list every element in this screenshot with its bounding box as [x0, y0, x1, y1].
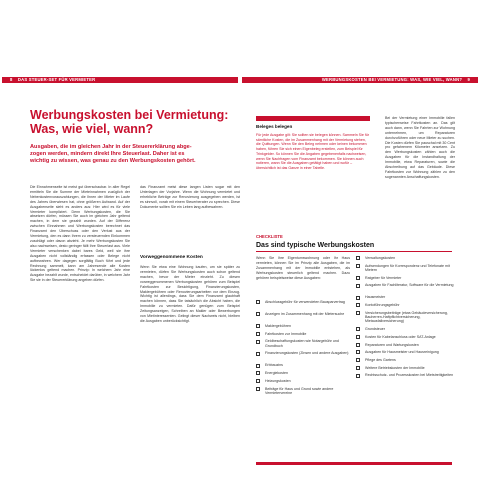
page-title-line-2: Was, wie viel, wann? — [30, 122, 154, 136]
body-column-1: Die Einnahmenseite ist meist gut überschaubar. In aller Regel ermitteln Sie die Summe der Mieteinnahmen zuzüglich der Nebenkostenvorauszahlungen, die Ihnen der Mieter im Laufe des Jahres überwiesen hat, ohne größeren Aufwand. Auf der Ausgabenseite sieht es anders aus: Hier wird es für viele Vermieter kompliziert. Denn Werbungskosten, die Sie absetzen dürfen, müssen Sie auch im gleichen Jahr geltend machen, in dem sie gezahlt wurden. Auf der Differenz zwischen Einnahmen und Werbungskosten berechnet das Finanzamt den Überschuss oder den Verlust aus der Vermietung, den es dann Ihrem zu versteuernden Einkommen zuschlägt oder davon abzieht. Je mehr Werbungskosten Sie also nachweisen, desto geringer fällt Ihre Steuerlast aus. Viele Vermieter verschenken dabei bares Geld, weil sie ihre Ausgaben nicht vollständig erfassen oder Belege nicht aufbewahren. Wer dagegen sorgfältig Buch führt und jede Rechnung sammelt, kann am Jahresende alle Kosten lückenlos geltend machen. Prinzip: In welchem Jahr eine Ausgabe bezahlt wurde, entscheidet darüber, in welchem Jahr Sie sie in der Steuererklärung angeben dürfen. — [30, 185, 130, 283]
checklist-rule — [256, 251, 452, 252]
checkbox-icon[interactable] — [256, 300, 260, 304]
checkbox-icon[interactable] — [256, 379, 260, 383]
checklist-item — [256, 351, 352, 355]
intro-line-1: Ausgaben, die im gleichen Jahr in der Steuererklärung abge- — [30, 144, 192, 150]
info-box-text: Für jede Ausgabe gilt: Sie sollten sie belegen können. Sammeln Sie für sämtliche Kosten, die im Zusammenhang mit der Vermietung stehen, die Quittungen. Wenn Sie den Beleg nehmen oder keinen bekommen haben, führen Sie sich einen Eigenbeleg erstellen, zum Beispiel für Trinkgelder. So können Sie die Angaben gegebenenfalls nachweisen, wenn Sie Nachfragen vom Finanzamt bekommen. Sie können auch notieren, wann Sie die Ausgaben getätigt haben und wofür – übersichtlich ist das Ganze in einer Tabelle. — [256, 133, 370, 170]
checkbox-icon[interactable] — [256, 324, 260, 328]
checklist-item — [256, 363, 352, 367]
checkbox-icon[interactable] — [356, 358, 360, 362]
intro-lead — [30, 144, 235, 166]
checklist-item-label: Energiekosten — [265, 371, 288, 376]
checklist-item — [356, 303, 454, 307]
checkbox-icon[interactable] — [356, 296, 360, 300]
checkbox-icon[interactable] — [356, 374, 360, 378]
checklist-left-column — [256, 300, 352, 460]
checklist-item — [356, 311, 454, 324]
checklist-item-label: Anzeigen im Zusammenhang mit der Mietersuche — [265, 312, 345, 316]
checklist-item — [356, 264, 454, 273]
checkbox-icon[interactable] — [356, 256, 360, 260]
checklist-item — [256, 332, 352, 336]
checklist-label: CHECKLISTE — [256, 234, 283, 239]
checkbox-icon[interactable] — [256, 312, 260, 316]
checklist-item-label: Finanzierungskosten (Zinsen und andere Ausgaben) — [265, 351, 349, 356]
checklist-item-label: Hausmeister — [365, 295, 386, 300]
checklist-item-label: Aufwendungen für Korrespondenz und Telefonate mit Mietern — [365, 263, 450, 272]
checkbox-icon[interactable] — [356, 366, 360, 370]
checkbox-icon[interactable] — [256, 371, 260, 375]
checklist-bottom-rule — [256, 462, 452, 465]
left-page-number: 8 — [10, 77, 13, 82]
checklist-title: Das sind typische Werbungskosten — [256, 242, 375, 249]
checklist-item-label: Ausgaben für Fachliteratur, Software für die Vermietung — [365, 283, 454, 288]
checkbox-icon[interactable] — [256, 364, 260, 368]
right-body-column: Bei der Vermietung einer Immobilie fallen typischerweise Fahrtkosten an. Das gilt auch dann, wenn Sie Fahrten zur Wohnung unternehmen, um Reparaturen durchzuführen oder neue Mieter zu suchen. Die Kosten dürfen Sie pauschal mit 30 Cent pro gefahrenem Kilometer ansetzen. Zu den Werbungskosten zählen auch die Ausgaben für die Instandhaltung der Immobilie, etwa Reparaturen, sowie die Abschreibung auf das Gebäude. Diese Fahrtkosten zur Wohnung zählen zu den sogenannten Anschaffungskosten. — [385, 116, 455, 179]
intro-line-3: wichtig zu wissen, was genau zu den Werbungskosten gehört. — [30, 158, 196, 165]
right-running-title: WERBUNGSKOSTEN BEI VERMIETUNG: WAS, WIE VIEL, WANN? — [321, 77, 463, 82]
checklist-item — [256, 379, 352, 383]
checklist-item — [256, 339, 352, 348]
body-column-2-top: das Finanzamt meist diese langen Listen sogar mit den Unterlagen der Vorjahre. Wenn die Wohnung vermietet und erhebliche Beträge zur Renovierung ausgegeben werden, ist es sinnvoll, vorab mit einem Steuerberater zu sprechen. Diese Dokumente sollten Sie ein Leben lang aufbewahren. — [140, 185, 240, 209]
checkbox-icon[interactable] — [356, 311, 360, 315]
body-column-2-bottom: Wenn Sie etwa eine Wohnung kaufen, um sie später zu vermieten, dürfen Sie Werbungskosten auch schon geltend machen, bevor der Mieter einzieht. Zu diesen vorweggenommenen Werbungskosten gehören zum Beispiel Fahrtkosten zur Besichtigung, Finanzierungskosten, Maklergebühren oder Renovierungsarbeiten vor dem Einzug. Wichtig ist allerdings, dass Sie dem Finanzamt glaubhaft machen können, dass Sie tatsächlich die Absicht haben, die Immobilie zu vermieten. Dafür genügen zum Beispiel Zeitungsanzeigen, Schreiben an Makler oder Bewerbungen von Mietinteressenten. Gelingt dieser Nachweis nicht, bleiben die Ausgaben unberücksichtigt. — [140, 265, 240, 323]
info-box — [256, 116, 370, 206]
checklist-item — [356, 276, 454, 280]
checklist-item-label: Ratgeber für Vermieter — [365, 275, 402, 280]
checklist-item-label: Rechtsschutz- und Prozesskosten bei Mietstreitigkeiten — [365, 373, 454, 378]
checklist-item — [256, 324, 352, 328]
checklist-item-label: Beiträge für Haus und Grund sowie andere Vermietervereine — [265, 386, 334, 395]
checkbox-icon[interactable] — [256, 387, 260, 391]
page-title-line-1: Werbungskosten bei Vermietung: — [30, 108, 229, 122]
checkbox-icon[interactable] — [356, 264, 360, 268]
checklist-item-label: Abschlussgebühr für verwendeten Bausparvertrag — [265, 300, 345, 304]
checkbox-icon[interactable] — [356, 350, 360, 354]
checklist-item-label: Pflege des Gartens — [365, 357, 396, 362]
checkbox-icon[interactable] — [256, 352, 260, 356]
intro-line-2: zogen werden, mindern direkt Ihre Steuerlast. Daher ist es — [30, 151, 185, 158]
checklist-item — [356, 350, 454, 354]
checklist-item — [256, 300, 352, 304]
page-title — [30, 108, 245, 136]
checklist-item-label: Geldbeschaffungskosten wie Notargebühr und Grundbuch — [265, 339, 339, 348]
checkbox-icon[interactable] — [356, 335, 360, 339]
checkbox-icon[interactable] — [356, 276, 360, 280]
checkbox-icon[interactable] — [356, 303, 360, 307]
checklist-item-label: Kontoführungsgebühr — [365, 303, 400, 308]
checkbox-icon[interactable] — [356, 284, 360, 288]
checkbox-icon[interactable] — [256, 332, 260, 336]
checklist-item-label: Versicherungsbeiträge (etwa Gebäudeversicherung, Bauherren-Haftpflichtversicherung, Mietausfallversicherung) — [365, 310, 448, 324]
checklist-intro: Wenn Sie Ihre Eigentumswohnung oder Ihr Haus vermieten, können Sie im Prinzip alle Ausgaben, die im Zusammenhang mit der Immobilie entstehen, als Werbungskosten steuerlich geltend machen. Dazu gehören beispielsweise diese Ausgaben: — [256, 256, 350, 280]
body-column-2 — [140, 185, 240, 470]
checkbox-icon[interactable] — [256, 340, 260, 344]
checklist-item — [356, 256, 454, 260]
right-page-number: 9 — [467, 77, 470, 82]
checklist-item — [356, 283, 454, 287]
checklist-item-label: Weitere Betriebskosten der Immobilie — [365, 365, 425, 370]
section-heading-vorweggenommene: Vorweggenommene Kosten — [140, 255, 203, 260]
checklist-item-label: Erbbauzins — [265, 363, 283, 368]
left-running-title: DAS STEUER-SET FÜR VERMIETER — [17, 77, 96, 82]
checklist-item-label: Grundsteuer — [365, 327, 385, 332]
checklist-item-label: Verwaltungskosten — [365, 256, 396, 260]
checklist-item-label: Fahrtkosten zur Immobilie — [265, 331, 307, 336]
checklist-right-column — [356, 256, 454, 461]
checklist-item-label: Heizungskosten — [265, 378, 291, 383]
checklist-item — [356, 327, 454, 331]
checklist-item-label: Kosten für Kabelanschluss oder SAT-Anlage — [365, 334, 436, 339]
checkbox-icon[interactable] — [356, 327, 360, 331]
checklist-item — [356, 366, 454, 370]
checklist-item — [356, 295, 454, 299]
checklist-item — [256, 371, 352, 375]
checklist-item — [356, 343, 454, 347]
right-running-header — [242, 77, 478, 83]
checklist-item — [356, 373, 454, 377]
checklist-item — [256, 312, 352, 316]
checklist-item-label: Reparaturen und Wartungskosten — [365, 342, 419, 347]
checklist-item-label: Ausgaben für Hausmeister und Hausreinigung — [365, 350, 439, 355]
checklist-item-label: Maklergebühren — [265, 324, 291, 328]
checkbox-icon[interactable] — [356, 343, 360, 347]
checklist-item — [356, 335, 454, 339]
checklist-item — [356, 358, 454, 362]
checklist-item — [256, 387, 352, 396]
left-running-header — [2, 77, 238, 83]
info-box-heading: Beleges belegen — [256, 124, 293, 129]
